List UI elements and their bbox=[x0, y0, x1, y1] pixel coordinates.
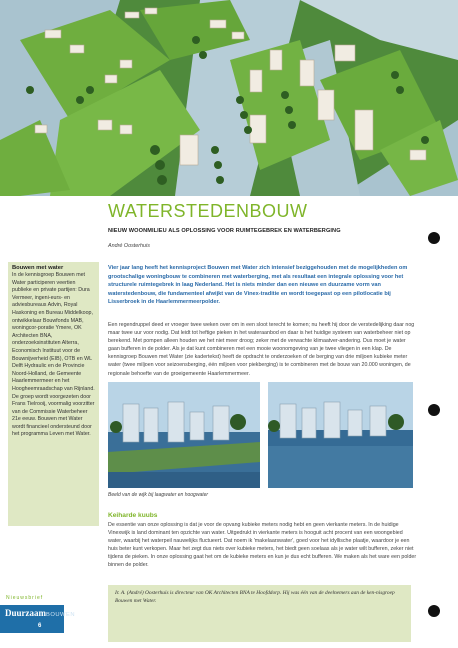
newsletter-label: Nieuwsbrief bbox=[6, 595, 44, 601]
brand-main: Duurzaam bbox=[5, 608, 46, 618]
margin-dot-marker bbox=[428, 232, 440, 244]
photo-caption: Beeld van de wijk bij laagwater en hoogwater bbox=[108, 492, 209, 498]
article-lead: Vier jaar lang heeft het kennisproject Bouwen met Water zich intensief beziggehouden met de mogelijkheden om grootschalige woningbouw te combineren met waterberging, met als resultaat een integrale oplossing voor het structurele ruimtegebrek in laag Nederland. Het is niets minder dan een nieuwe en duurzame vorm van waterstedenbouw, die fundamenteel afwijkt van de Vinex-traditie en wordt toegepast op een pilotlocatie bij Lisserbroek in de Haarlemmermeerpolder. bbox=[108, 265, 408, 306]
page-footer bbox=[0, 586, 76, 648]
margin-dot-marker bbox=[428, 404, 440, 416]
photo-low-water bbox=[108, 382, 260, 488]
article-body-paragraph: De essentie van onze oplossing is dat je voor de opvang kubieke meters nodig hebt en geen vierkante meters. In de huidige Vinexwijk is land dominant ten opzichte van water. Uitgedrukt in vierkante meters is hooguit acht procent van een woongebied water, waarbij het waterpeil nauwelijks fluctueert. Dat noem ik 'makelaarswater', goed voor het idyllische plaatje, waardoor je een huis beter kunt verkopen. Maar het zegt dus niets over kubieke meters, het biedt geen soelaas als je water wilt bufferen, zeker niet tijdens de pieken. In onze oplossing gaat het om de kubieke meters en kun je dus echt bufferen. We maken als het ware een polder binnen de polder. bbox=[108, 522, 417, 569]
photo-high-water bbox=[268, 382, 413, 488]
brand-sub: BOUWEN bbox=[46, 612, 76, 618]
margin-dot-marker bbox=[428, 605, 440, 617]
article-author: André Oosterhuis bbox=[108, 243, 150, 249]
article-body-paragraph: Een regendruppel deed er vroeger twee weken over om in een sloot terecht te komen; nu heeft hij door de verstedelijking daar nog maar twee uur voor nodig. Dat leidt tot heftige pieken in het wateraanbod en daar is het huidige systeem van waterbeheer niet op berekend. Met pompen alleen houden we het niet meer droog; zeker met de verwachte klimaatver-andering. Dus moet je water gaan bufferen in de polder. Als je dat kunt combineren met een mooie woonomgeving van je twee vliegen in een klap. De kennisgroep Bouwen met Water (zie kadertekst) heeft de opdracht te onderzoeken of de berging van drie miljoen kubieke meter water (twee miljoen voor seizoensberging, één miljoen voor piekberging) is te combineren met de bouw van 20.000 woningen, de regionale behoefte van de groeigemeente Haarlemmermeer. bbox=[108, 322, 415, 377]
author-note-text: Ir. A. (André) Oosterhuis is directeur van OK Architecten BNA te Hoofddorp. Hij was één van de deelnemers aan de ken-nisgroep Bouwen met Water. bbox=[115, 590, 395, 605]
sidebar-box bbox=[8, 262, 99, 526]
sidebar-text: In de kennisgroep Bouwen met Water participeren veertien publieke en private partijen: Dura Vermeer, ingeni-eurs- en adviesbureaus Advin, Royal Haskoning en Bureau Middelkoop, ontwikkelaar Bouwfonds MAB, woningcor-poratie Ymere, OK Architecten BNA, onderzoeksinstituten Alterra, Economisch Instituut voor de Bouwnijverheid (EIB), OTB en WL Delft Hydraulic en de Provincie Noord-Holland, de Gemeente Haarlemmermeer en het Hoogheemraadschap van Rijnland. De groep wordt voorgezeten door Frans Tielrooij, voormalig voorzitter van de Commissie Waterbeheer 21e eeuw. Bouwen met Water wordt financieel ondersteund door het programma Leven met Water. bbox=[12, 272, 95, 438]
section-heading: Keiharde kuubs bbox=[108, 512, 158, 519]
page-number: 6 bbox=[38, 623, 42, 629]
article-title: WATERSTEDENBOUW bbox=[108, 201, 308, 221]
article-subtitle: NIEUW WOONMILIEU ALS OPLOSSING VOOR RUIMTEGEBREK EN WATERBERGING bbox=[108, 228, 341, 234]
author-note-box bbox=[108, 585, 411, 642]
brand-logo bbox=[0, 605, 76, 633]
sidebar-heading: Bouwen met water bbox=[12, 265, 64, 271]
hero-aerial-rendering bbox=[0, 0, 458, 196]
